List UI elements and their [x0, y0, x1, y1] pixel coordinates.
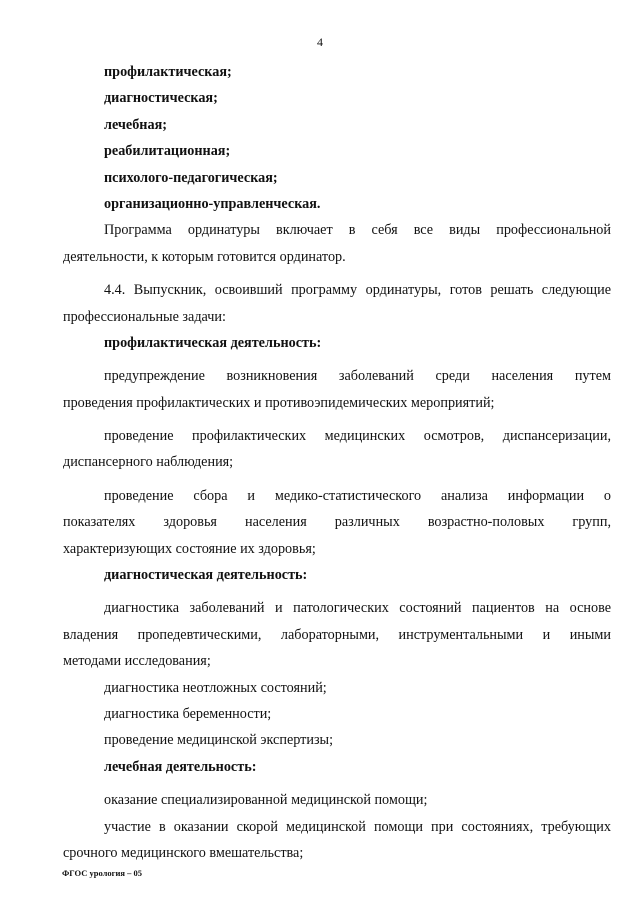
diagnostic-heading: диагностическая деятельность: [104, 567, 308, 584]
page-content [63, 59, 611, 866]
paragraph-line: 4.4. Выпускник, освоивший программу ординатуры, готов решать следующие [104, 282, 611, 299]
paragraph-line: владения пропедевтическими, лабораторными, инструментальными и иными [63, 626, 611, 643]
diagnostic-item: диагностика беременности; [104, 705, 272, 722]
page-number: 4 [317, 35, 323, 49]
diagnostic-item [63, 595, 611, 674]
paragraph-line: проведения профилактических и противоэпидемических мероприятий; [63, 394, 495, 411]
treatment-item [63, 814, 611, 867]
activity-type-item: психолого-педагогическая; [104, 169, 278, 186]
program-paragraph [63, 217, 611, 270]
paragraph-line: оказание специализированной медицинской помощи; [104, 792, 428, 809]
diagnostic-item: диагностика неотложных состояний; [104, 679, 327, 696]
paragraph-line: характеризующих состояние их здоровья; [63, 540, 316, 557]
section-4-4-paragraph [63, 277, 611, 330]
treatment-heading: лечебная деятельность: [104, 758, 257, 775]
treatment-item [63, 787, 611, 813]
paragraph-line: проведение сбора и медико-статистического анализа информации о [104, 487, 611, 504]
activity-type-item: лечебная; [104, 116, 167, 133]
activity-type-item: профилактическая; [104, 64, 232, 80]
paragraph-line: диагностика заболеваний и патологических состояний пациентов на основе [104, 600, 611, 617]
diagnostic-item: проведение медицинской экспертизы; [104, 732, 334, 749]
prophylactic-heading: профилактическая деятельность: [104, 334, 322, 351]
paragraph-line: срочного медицинского вмешательства; [63, 844, 304, 861]
prophylactic-item [63, 363, 611, 416]
prophylactic-item [63, 423, 611, 476]
paragraph-line: диспансерного наблюдения; [63, 454, 234, 471]
paragraph-line: проведение профилактических медицинских осмотров, диспансеризации, [104, 428, 611, 445]
paragraph-line: участие в оказании скорой медицинской помощи при состояниях, требующих [104, 818, 611, 835]
activity-types-list [63, 59, 611, 217]
prophylactic-item [63, 483, 611, 562]
paragraph-line: профессиональные задачи: [63, 308, 226, 325]
paragraph-line: деятельности, к которым готовится ординатор. [63, 248, 346, 265]
paragraph-line: предупреждение возникновения заболеваний среди населения путем [104, 368, 611, 385]
paragraph-line: Программа ординатуры включает в себя все виды профессиональной [104, 222, 611, 239]
activity-type-item: реабилитационная; [104, 143, 231, 160]
page-footer: ФГОС урология – 05 [62, 868, 142, 878]
paragraph-line: методами исследования; [63, 653, 211, 670]
activity-type-item: организационно-управленческая. [104, 195, 321, 212]
activity-type-item: диагностическая; [104, 90, 218, 107]
paragraph-line: показателях здоровья населения различных возрастно-половых групп, [63, 514, 611, 531]
